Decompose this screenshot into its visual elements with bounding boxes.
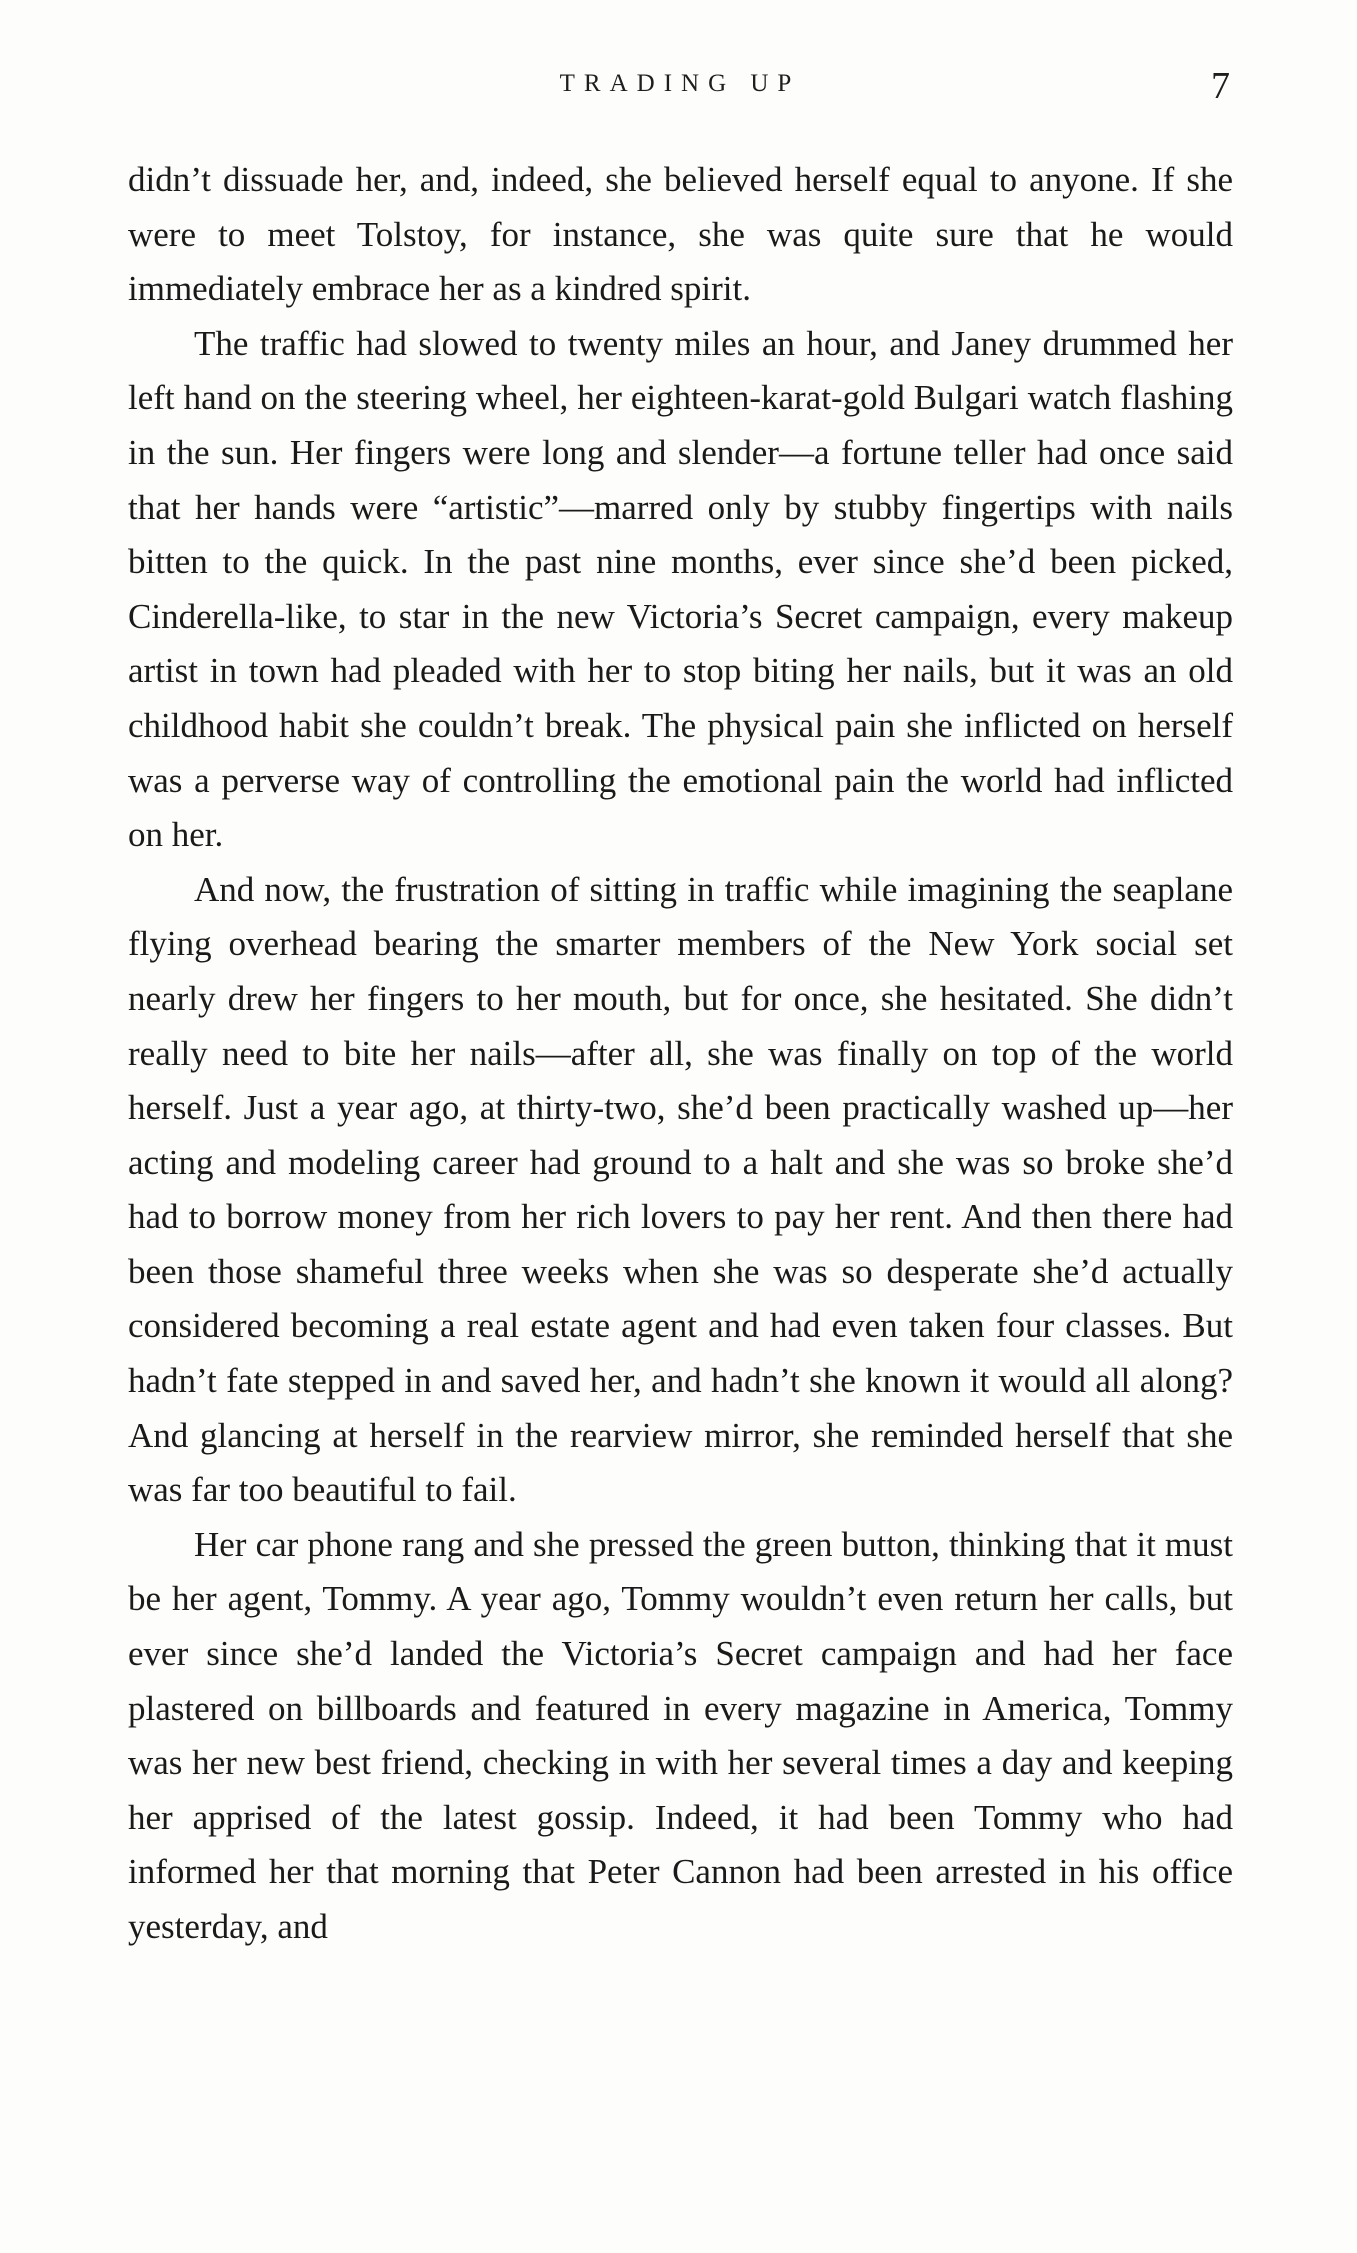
body-text (128, 153, 1233, 1955)
paragraph-traffic: The traffic had slowed to twenty miles an hour, and Janey drummed her left hand on the steering wheel, her eighteen-karat-gold Bulgari watch flashing in the sun. Her fingers were long and slender—a fortune teller had once said that her hands were “artistic”—marred only by stubby fingertips with nails bitten to the quick. In the past nine months, ever since she’d been picked, Cinderella-like, to star in the new Victoria’s Secret campaign, every makeup artist in town had pleaded with her to stop biting her nails, but it was an old childhood habit she couldn’t break. The physical pain she inflicted on herself was a perverse way of controlling the emotional pain the world had inflicted on her. (128, 323, 1233, 855)
paragraph-car-phone: Her car phone rang and she pressed the green button, thinking that it must be her agent, Tommy. A year ago, Tommy wouldn’t even return her calls, but ever since she’d landed the Victoria’s Secret campaign and had her face plastered on billboards and featured in every magazine in America, Tommy was her new best friend, checking in with her several times a day and keeping her apprised of the latest gossip. Indeed, it had been Tommy who had informed her that morning that Peter Cannon had been arrested in his office yesterday, and (128, 1524, 1233, 1946)
paragraph-frustration: And now, the frustration of sitting in traffic while imagining the seaplane flying overhead bearing the smarter members of the New York social set nearly drew her fingers to her mouth, but for once, she hesitated. She didn’t really need to bite her nails—after all, she was finally on top of the world herself. Just a year ago, at thirty-two, she’d been practically washed up—her acting and modeling career had ground to a halt and she was so broke she’d had to borrow money from her rich lovers to pay her rent. And then there had been those shameful three weeks when she was so desperate she’d actually considered becoming a real estate agent and had even taken four classes. But hadn’t fate stepped in and saved her, and hadn’t she known it would all along? And glancing at herself in the rearview mirror, she reminded herself that she was far too beautiful to fail. (128, 869, 1233, 1510)
running-title: TRADING UP (559, 70, 801, 97)
paragraph-continued: didn’t dissuade her, and, indeed, she believed herself equal to anyone. If she were to meet Tolstoy, for instance, she was quite sure that he would immediately embrace her as a kindred spirit. (128, 160, 1233, 309)
running-head (130, 64, 1230, 107)
page-number: 7 (1211, 65, 1230, 107)
